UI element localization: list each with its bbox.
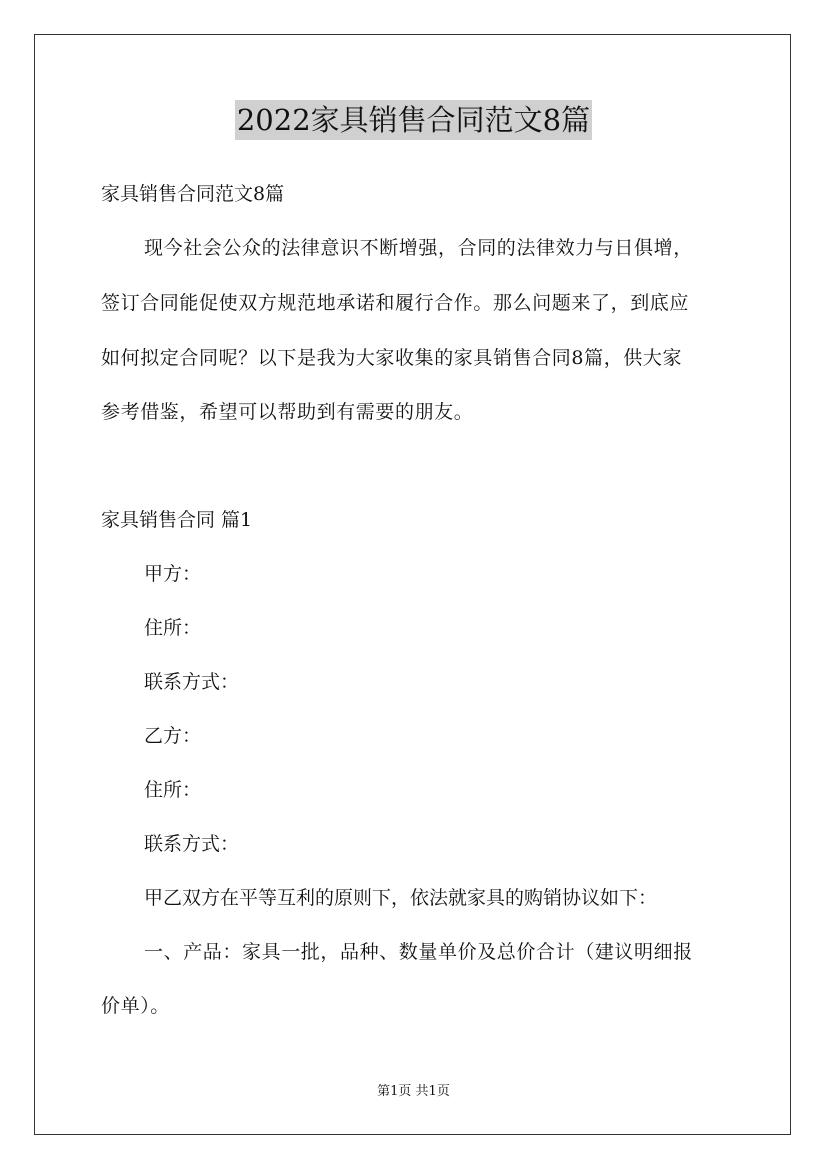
title-container	[0, 100, 827, 140]
product-line-1: 一、产品：家具一批，品种、数量单价及总价合计（建议明细报	[144, 941, 693, 963]
page-number-footer: 第1页 共1页	[377, 1084, 450, 1099]
party-b-address-label: 住所：	[144, 779, 202, 801]
party-b-contact-label: 联系方式：	[144, 833, 240, 855]
document-subtitle: 家具销售合同范文8篇	[101, 183, 285, 205]
document-title: 2022家具销售合同范文8篇	[235, 100, 592, 140]
party-a-label: 甲方：	[144, 563, 202, 585]
intro-line-2: 签订合同能促使双方规范地承诺和履行合作。那么问题来了，到底应	[101, 292, 690, 314]
party-b-label: 乙方：	[144, 725, 202, 747]
product-line-2: 价单）。	[101, 995, 170, 1017]
agreement-line: 甲乙双方在平等互利的原则下，依法就家具的购销协议如下：	[144, 887, 658, 909]
section-heading: 家具销售合同 篇1	[101, 509, 253, 531]
party-a-address-label: 住所：	[144, 617, 202, 639]
party-a-contact-label: 联系方式：	[144, 671, 240, 693]
intro-line-1: 现今社会公众的法律意识不断增强，合同的法律效力与日俱增，	[144, 237, 693, 259]
intro-line-3: 如何拟定合同呢？以下是我为大家收集的家具销售合同8篇，供大家	[101, 347, 683, 369]
intro-line-4: 参考借鉴，希望可以帮助到有需要的朋友。	[101, 401, 474, 423]
